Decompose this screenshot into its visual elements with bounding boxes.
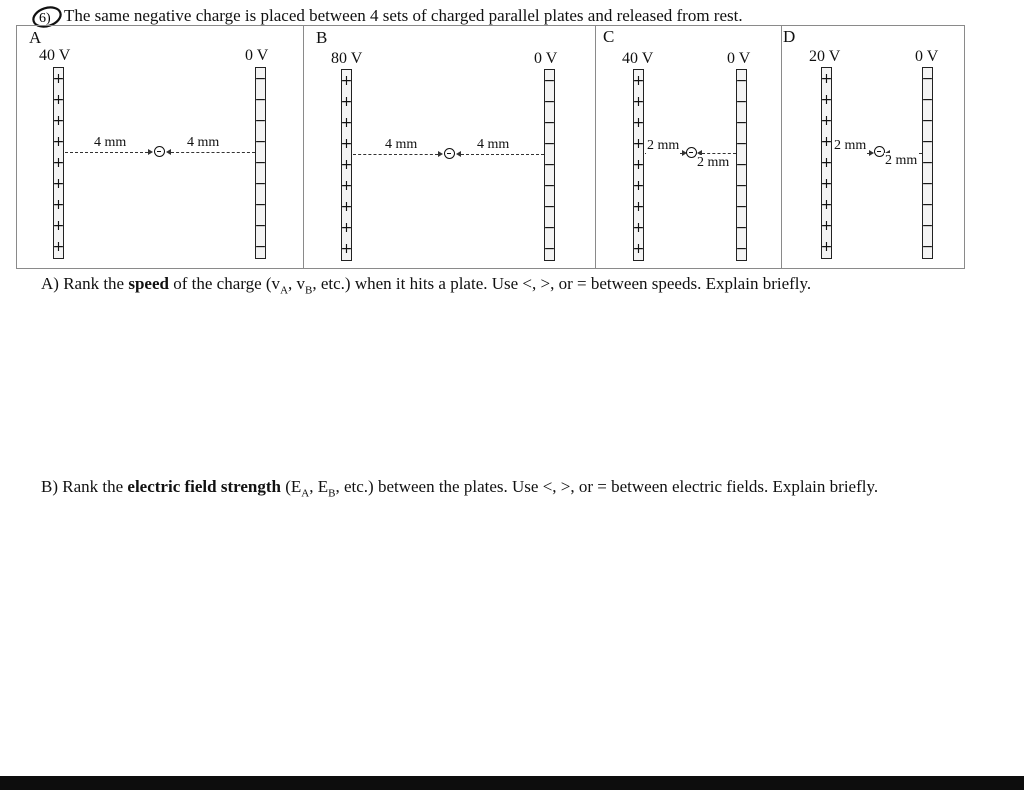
question-a bbox=[41, 273, 941, 301]
negative-charge bbox=[444, 148, 455, 159]
right-plate-voltage: 0 V bbox=[245, 47, 269, 64]
negative-plate bbox=[255, 67, 266, 259]
positive-plate bbox=[53, 67, 64, 259]
plus-sign-icon: + bbox=[52, 133, 65, 150]
question-a-middle: of the charge (v bbox=[168, 274, 281, 293]
panel-a bbox=[17, 26, 303, 268]
panel-b bbox=[303, 26, 596, 268]
left-plate-voltage: 40 V bbox=[622, 50, 654, 67]
positive-plate bbox=[341, 69, 352, 261]
minus-sign-icon: − bbox=[735, 72, 748, 89]
question-b bbox=[41, 476, 941, 504]
plus-sign-icon: + bbox=[820, 239, 833, 256]
plates-diagram bbox=[16, 25, 965, 269]
plus-sign-icon: + bbox=[340, 220, 353, 237]
left-plate-voltage: 20 V bbox=[809, 48, 841, 65]
plus-sign-icon: + bbox=[820, 112, 833, 129]
question-b-suffix: , etc.) between the plates. Use <, >, or = between electric fields. Explain briefly. bbox=[335, 477, 879, 496]
minus-sign-icon: − bbox=[735, 178, 748, 195]
right-distance-label: 2 mm bbox=[885, 153, 918, 168]
subscript-a: A bbox=[280, 284, 289, 297]
distance-line-left bbox=[65, 152, 148, 153]
plus-sign-icon: + bbox=[820, 176, 833, 193]
minus-sign-icon: − bbox=[254, 218, 267, 235]
right-distance-label: 4 mm bbox=[477, 137, 510, 152]
panel-c bbox=[595, 26, 782, 268]
right-plate-voltage: 0 V bbox=[727, 50, 751, 67]
minus-sign-icon: − bbox=[543, 156, 556, 173]
minus-sign-icon: − bbox=[921, 218, 934, 235]
question-b-prefix: B) Rank the bbox=[41, 477, 128, 496]
minus-sign-icon: − bbox=[921, 70, 934, 87]
minus-sign-icon: − bbox=[254, 239, 267, 256]
right-plate-voltage: 0 V bbox=[915, 48, 939, 65]
plus-sign-icon: + bbox=[632, 114, 645, 131]
subscript-a: A bbox=[301, 487, 310, 500]
plus-sign-icon: + bbox=[340, 241, 353, 258]
minus-sign-icon: − bbox=[543, 178, 556, 195]
question-a-separator: , v bbox=[288, 274, 306, 293]
minus-sign-icon: − bbox=[921, 133, 934, 150]
minus-sign-icon: − bbox=[543, 135, 556, 152]
plus-sign-icon: + bbox=[340, 199, 353, 216]
problem-statement: The same negative charge is placed between 4 sets of charged parallel plates and released from rest. bbox=[64, 6, 743, 25]
arrow-head-icon bbox=[438, 151, 443, 157]
minus-sign-icon: − bbox=[543, 220, 556, 237]
plus-sign-icon: + bbox=[632, 199, 645, 216]
negative-plate bbox=[922, 67, 933, 259]
minus-sign-icon: − bbox=[254, 154, 267, 171]
plus-sign-icon: + bbox=[52, 176, 65, 193]
plus-sign-icon: + bbox=[820, 197, 833, 214]
minus-sign-icon: − bbox=[254, 112, 267, 129]
plus-sign-icon: + bbox=[340, 135, 353, 152]
minus-sign-icon: − bbox=[735, 135, 748, 152]
panel-label: D bbox=[783, 27, 796, 46]
minus-sign-icon: − bbox=[921, 154, 934, 171]
distance-line-right bbox=[702, 153, 736, 154]
minus-sign-icon: − bbox=[254, 133, 267, 150]
minus-sign-icon: − bbox=[921, 91, 934, 108]
minus-sign-icon: − bbox=[543, 114, 556, 131]
plus-sign-icon: + bbox=[340, 93, 353, 110]
question-a-emphasis: speed bbox=[128, 274, 169, 293]
arrow-head-icon bbox=[148, 149, 153, 155]
minus-sign-icon: − bbox=[921, 239, 934, 256]
minus-sign-icon: − bbox=[735, 114, 748, 131]
minus-sign-icon: − bbox=[735, 220, 748, 237]
plus-sign-icon: + bbox=[52, 239, 65, 256]
plus-sign-icon: + bbox=[820, 133, 833, 150]
plus-sign-icon: + bbox=[632, 93, 645, 110]
distance-line-right bbox=[171, 152, 255, 153]
minus-sign-icon: − bbox=[921, 112, 934, 129]
minus-sign-icon: − bbox=[254, 176, 267, 193]
plus-sign-icon: + bbox=[340, 156, 353, 173]
right-plate-voltage: 0 V bbox=[534, 50, 558, 67]
subscript-b: B bbox=[305, 284, 313, 297]
distance-line-left bbox=[353, 154, 438, 155]
plus-sign-icon: + bbox=[632, 178, 645, 195]
question-b-middle: (E bbox=[280, 477, 302, 496]
plus-sign-icon: + bbox=[340, 72, 353, 89]
minus-sign-icon: − bbox=[543, 199, 556, 216]
panel-label: A bbox=[29, 28, 42, 47]
minus-sign-icon: − bbox=[735, 199, 748, 216]
negative-plate bbox=[736, 69, 747, 261]
plus-sign-icon: + bbox=[632, 72, 645, 89]
minus-sign-icon: − bbox=[254, 70, 267, 87]
left-distance-label: 2 mm bbox=[834, 138, 867, 153]
minus-sign-icon: − bbox=[543, 93, 556, 110]
minus-sign-icon: − bbox=[921, 197, 934, 214]
plus-sign-icon: + bbox=[632, 220, 645, 237]
minus-sign-icon: − bbox=[254, 197, 267, 214]
problem-number: 6) bbox=[39, 11, 51, 26]
positive-plate bbox=[633, 69, 644, 261]
question-a-prefix: A) Rank the bbox=[41, 274, 129, 293]
right-distance-label: 2 mm bbox=[697, 155, 730, 170]
subscript-b: B bbox=[328, 487, 336, 500]
plus-sign-icon: + bbox=[52, 91, 65, 108]
plus-sign-icon: + bbox=[52, 197, 65, 214]
left-plate-voltage: 80 V bbox=[331, 50, 363, 67]
negative-plate bbox=[544, 69, 555, 261]
plus-sign-icon: + bbox=[52, 154, 65, 171]
question-b-separator: , E bbox=[309, 477, 329, 496]
plus-sign-icon: + bbox=[632, 135, 645, 152]
question-a-suffix: , etc.) when it hits a plate. Use <, >, or = between speeds. Explain briefly. bbox=[312, 274, 812, 293]
panel-label: B bbox=[316, 28, 328, 47]
question-b-emphasis: electric field strength bbox=[127, 477, 281, 496]
minus-sign-icon: − bbox=[254, 91, 267, 108]
left-distance-label: 2 mm bbox=[647, 138, 680, 153]
left-distance-label: 4 mm bbox=[94, 135, 127, 150]
plus-sign-icon: + bbox=[340, 114, 353, 131]
plus-sign-icon: + bbox=[820, 91, 833, 108]
plus-sign-icon: + bbox=[820, 218, 833, 235]
plus-sign-icon: + bbox=[52, 112, 65, 129]
panel-d bbox=[781, 26, 965, 268]
left-plate-voltage: 40 V bbox=[39, 47, 71, 64]
plus-sign-icon: + bbox=[820, 154, 833, 171]
panel-label: C bbox=[603, 27, 615, 46]
plus-sign-icon: + bbox=[52, 70, 65, 87]
minus-sign-icon: − bbox=[921, 176, 934, 193]
plus-sign-icon: + bbox=[340, 178, 353, 195]
right-distance-label: 4 mm bbox=[187, 135, 220, 150]
bottom-border-bar bbox=[0, 776, 1024, 790]
minus-sign-icon: − bbox=[735, 93, 748, 110]
positive-plate bbox=[821, 67, 832, 259]
plus-sign-icon: + bbox=[632, 241, 645, 258]
plus-sign-icon: + bbox=[52, 218, 65, 235]
negative-charge bbox=[154, 146, 165, 157]
plus-sign-icon: + bbox=[632, 156, 645, 173]
minus-sign-icon: − bbox=[735, 156, 748, 173]
minus-sign-icon: − bbox=[543, 72, 556, 89]
distance-line-right bbox=[461, 154, 544, 155]
minus-sign-icon: − bbox=[735, 241, 748, 258]
plus-sign-icon: + bbox=[820, 70, 833, 87]
left-distance-label: 4 mm bbox=[385, 137, 418, 152]
minus-sign-icon: − bbox=[543, 241, 556, 258]
